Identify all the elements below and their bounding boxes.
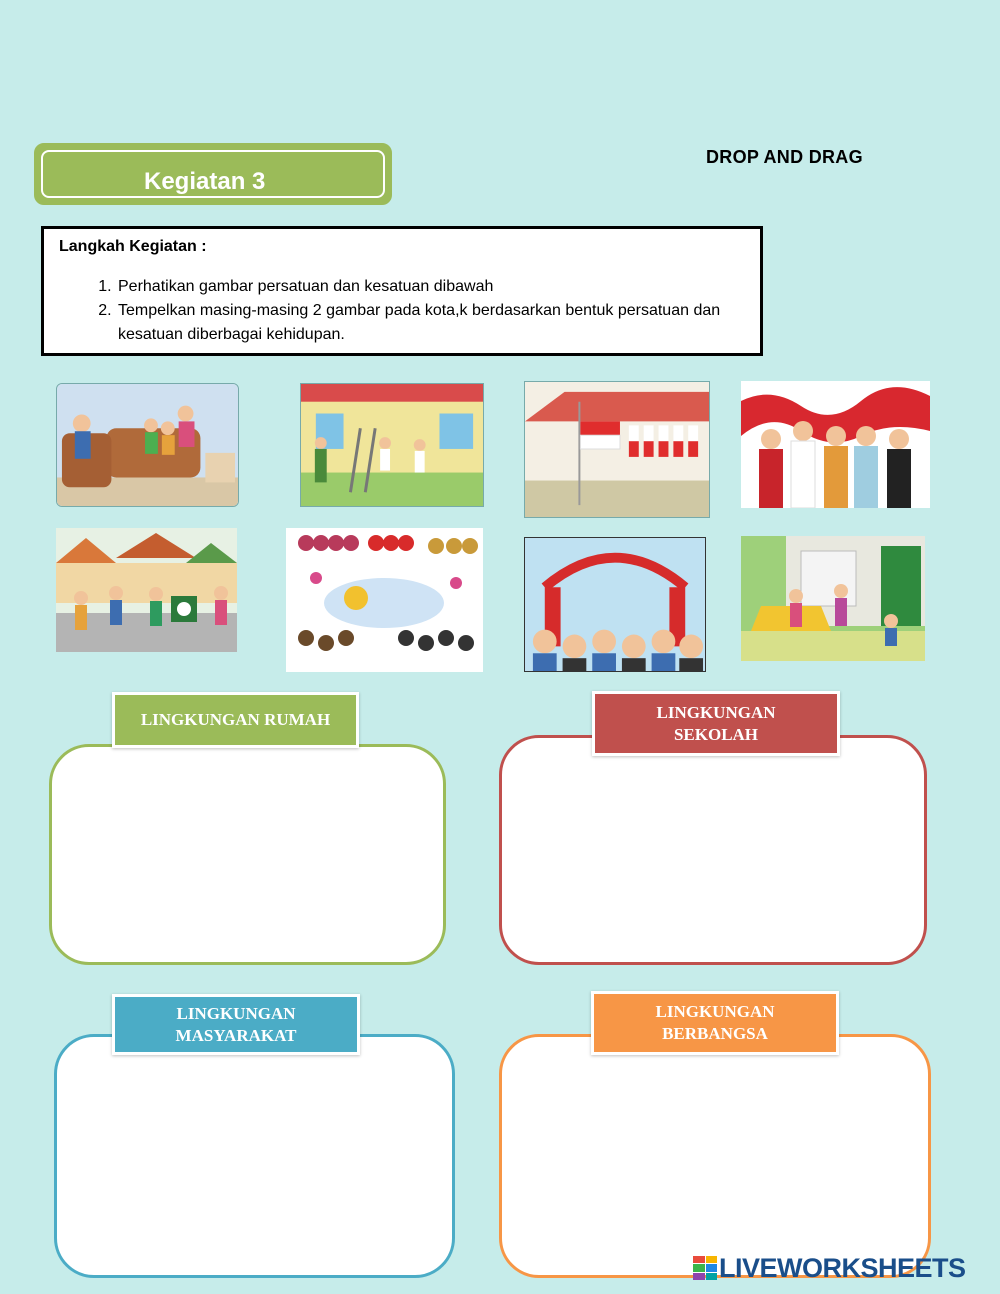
independence-day-crowd-image[interactable] [524, 537, 706, 672]
zone-label-masyarakat-line1: LINGKUNGAN [176, 1003, 296, 1023]
zone-label-berbangsa [591, 991, 839, 1055]
zone-label-sekolah-line2: SEKOLAH [673, 724, 759, 744]
drop-zone-rumah[interactable] [49, 744, 446, 965]
activity-title-banner [34, 143, 392, 205]
school-hallway-cleaning-image[interactable] [300, 383, 484, 507]
zone-label-berbangsa-line2: BERBANGSA [662, 1024, 768, 1043]
zone-label-rumah-text: LINGKUNGAN RUMAH [140, 710, 331, 729]
zone-label-masyarakat-line2: MASYARAKAT [175, 1025, 297, 1045]
community-cleanup-image[interactable] [56, 528, 237, 652]
zone-label-masyarakat [112, 994, 360, 1055]
zone-label-berbangsa-line1: LINGKUNGAN [655, 1002, 775, 1021]
instructions-title: Langkah Kegiatan : [59, 238, 207, 255]
drop-zone-sekolah[interactable] [499, 735, 927, 965]
instructions-box [41, 226, 763, 356]
drop-zone-masyarakat[interactable] [54, 1034, 455, 1278]
indonesia-map-religions-image[interactable] [741, 381, 930, 508]
classroom-cleaning-image[interactable] [741, 536, 925, 661]
zone-label-rumah [112, 692, 359, 748]
activity-mode-label: DROP AND DRAG [706, 147, 863, 167]
instruction-step: 2. Tempelkan masing-masing 2 gambar pada kota,k berdasarkan bentuk persatuan dan kesatuan diberbagai kehidupan. [116, 299, 756, 347]
activity-title: Kegiatan 3 [144, 168, 266, 195]
flag-ceremony-image[interactable] [524, 381, 710, 518]
traditional-dances-image[interactable] [286, 528, 483, 672]
liveworksheets-icon [693, 1256, 717, 1280]
instruction-step: 1. Perhatikan gambar persatuan dan kesatuan dibawah [116, 275, 756, 299]
drop-zone-berbangsa[interactable] [499, 1034, 931, 1278]
liveworksheets-logo [693, 1253, 966, 1283]
instructions-list [59, 275, 756, 347]
zone-label-sekolah-line1: LINGKUNGAN [656, 702, 776, 722]
family-living-room-image[interactable] [56, 383, 239, 507]
zone-label-sekolah [592, 691, 840, 756]
liveworksheets-brand: LIVEWORKSHEETS [719, 1252, 966, 1283]
